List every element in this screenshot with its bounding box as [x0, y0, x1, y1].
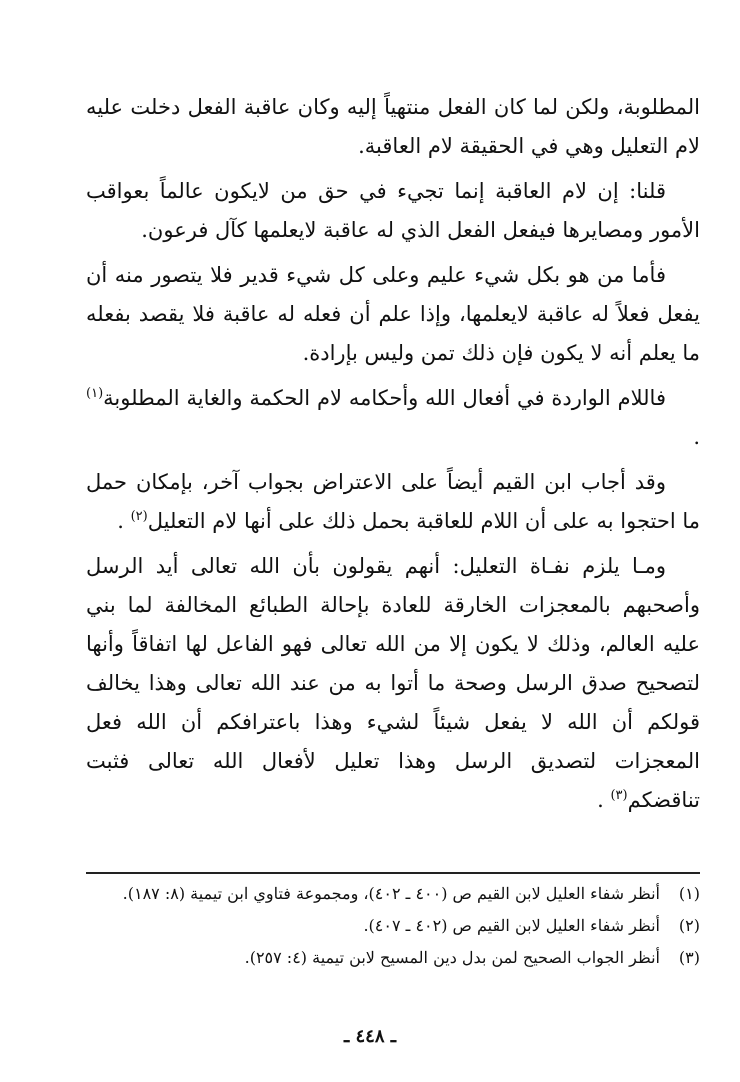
- paragraph-5: [86, 463, 700, 541]
- page-number: ـ ٤٤٨ ـ: [343, 1026, 397, 1047]
- footnote-2-text: أنظر شفاء العليل لابن القيم ص (٤٠٢ ـ ٤٠٧).: [363, 916, 660, 935]
- footnote-ref-3[interactable]: (٣): [610, 788, 628, 803]
- footnote-2-number: (٢): [678, 916, 700, 935]
- main-text: [86, 88, 700, 826]
- footnote-3-number: (٣): [678, 948, 700, 967]
- paragraph-6: [86, 547, 700, 820]
- footnotes: [86, 878, 700, 974]
- paragraph-1: المطلوبة، ولكن لما كان الفعل منتهياً إليه وكان عاقبة الفعل دخلت عليه لام التعليل وهي في الحقيقة لام العاقبة.: [86, 95, 700, 158]
- footnote-3: [86, 942, 700, 974]
- paragraph-3: فأما من هو بكل شيء عليم وعلى كل شيء قدير فلا يتصور منه أن يفعل فعلاً له عاقبة لايعلمها، وإذا علم أن فعله له عاقبة فلا يقصد بفعله ما يعلم أنه لا يكون فإن ذلك تمن وليس بإرادة.: [86, 263, 700, 365]
- paragraph-6-text: ومـا يلزم نفـاة التعليل: أنهم يقولون بأن الله تعالى أيد الرسل وأصحبهم بالمعجزات الخارقة للعادة بإحالة الطبائع المخالفة لما بني عليه العالم، وذلك لا يكون إلا من الله تعالى فهو الفاعل لها اتفاقاً وأنها لتصحيح صدق الرسل وصحة ما أتوا به من عند الله تعالى وهذا يخالف قولكم أن الله لا يفعل شيئاً لشيء وهذا باعترافكم أن الله فعل المعجزات لتصديق الرسل وهذا تعليل لأفعال الله تعالى فثبت تناقضكم: [86, 554, 700, 812]
- footnote-ref-2[interactable]: (٢): [130, 509, 148, 524]
- paragraph-5-period: .: [117, 509, 131, 533]
- footnote-1-number: (١): [678, 884, 700, 903]
- paragraph-4-period: .: [693, 425, 700, 449]
- footnote-3-text: أنظر الجواب الصحيح لمن بدل دين المسيح لابن تيمية (٤: ٢٥٧).: [244, 948, 660, 967]
- paragraph-6-period: .: [597, 788, 611, 812]
- paragraph-5-text: وقد أجاب ابن القيم أيضاً على الاعتراض بجواب آخر، بإمكان حمل ما احتجوا به على أن اللام للعاقبة بحمل ذلك على أنها لام التعليل: [86, 470, 700, 533]
- footnote-ref-1[interactable]: (١): [86, 386, 104, 401]
- footnote-1-text: أنظر شفاء العليل لابن القيم ص (٤٠٠ ـ ٤٠٢)، ومجموعة فتاوي ابن تيمية (٨: ١٨٧).: [122, 884, 660, 903]
- footnote-1: [86, 878, 700, 910]
- paragraph-2: قلنا: إن لام العاقبة إنما تجيء في حق من لايكون عالماً بعواقب الأمور ومصايرها فيفعل الفعل الذي له عاقبة لايعلمها كآل فرعون.: [86, 179, 700, 242]
- paragraph-4: [86, 379, 700, 457]
- footnote-2: [86, 910, 700, 942]
- paragraph-4-text: فاللام الواردة في أفعال الله وأحكامه لام الحكمة والغاية المطلوبة: [103, 386, 666, 410]
- footnote-divider: [86, 872, 700, 874]
